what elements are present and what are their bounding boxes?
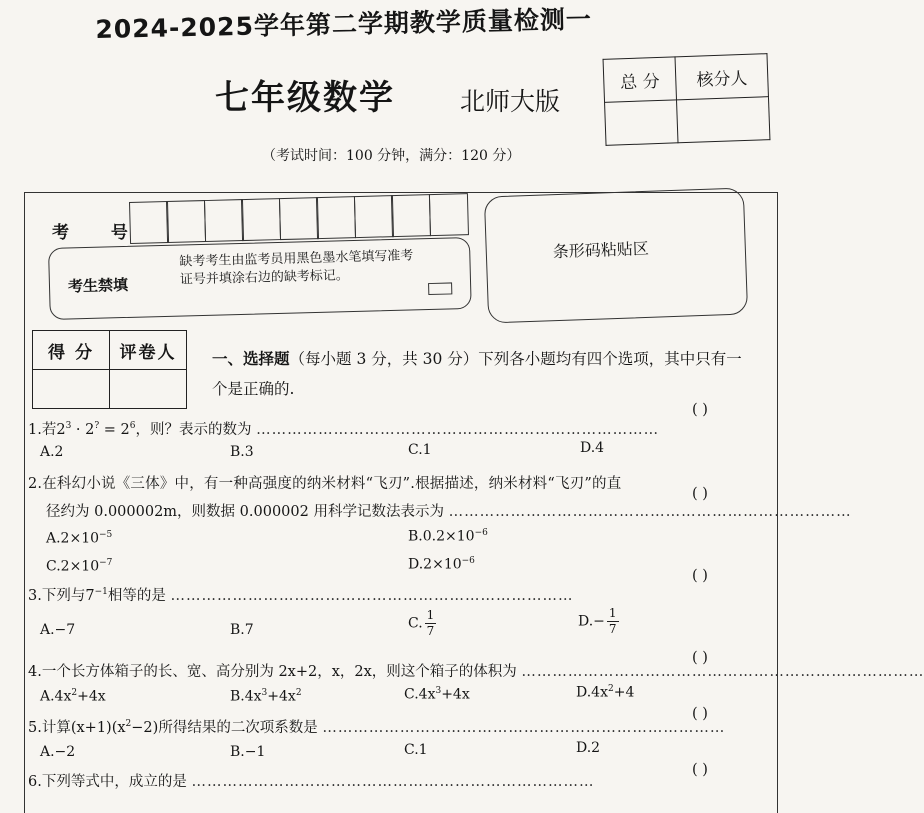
fraction-denominator: 7 (426, 624, 435, 638)
leader-dots: …………………………………………………………………… (322, 720, 726, 736)
checker-cell[interactable] (677, 97, 770, 143)
q4-d-exp: 2 (607, 684, 614, 694)
q2-option-d-exp: −6 (461, 556, 475, 566)
exam-number-box[interactable] (353, 195, 393, 238)
q1-option-d: D.4 (580, 440, 605, 456)
section-description: （每小题 3 分，共 30 分）下列各小题均有四个选项，其中只有一个是正确的. (212, 350, 742, 398)
section-heading (212, 344, 757, 404)
subject-title: 七年级数学 (215, 78, 395, 118)
fraction (425, 608, 437, 639)
q4-b-part: +4x (267, 688, 296, 705)
answer-blank-4[interactable]: ( ) (692, 650, 708, 666)
question-6 (28, 770, 594, 791)
q2-option-b-base: B.0.2×10 (408, 528, 475, 545)
exam-number-box[interactable] (278, 197, 318, 240)
q1-exp3: 6 (129, 421, 136, 432)
score-cell[interactable] (33, 370, 110, 409)
q2-option-b-exp: −6 (474, 528, 488, 538)
q5-option-b: B.−1 (230, 744, 266, 760)
q4-c-part: C.4x (404, 686, 436, 703)
leader-dots: …………………………………………………………………… (521, 664, 924, 680)
forbid-label: 考生禁填 (67, 275, 129, 296)
q4-option-c (404, 686, 470, 703)
question-4 (28, 660, 924, 681)
exam-number-box[interactable] (241, 198, 281, 241)
leader-dots: …………………………………………………………………… (170, 588, 574, 604)
q3-option-d (578, 606, 619, 637)
q3-option-c (408, 608, 436, 639)
q1-exp2: ? (94, 421, 100, 432)
fraction-denominator: 7 (608, 622, 617, 636)
total-score-label: 总 分 (603, 57, 677, 102)
question-2-line2 (46, 500, 852, 521)
q3-exp: −1 (94, 587, 108, 598)
answer-blank-3[interactable]: ( ) (692, 568, 708, 584)
barcode-label: 条形码粘贴区 (552, 238, 650, 262)
leader-dots: …………………………………………………………………… (191, 774, 595, 790)
grader-cell[interactable] (110, 370, 187, 409)
q4-a-part: A.4x (40, 688, 72, 705)
exam-number-box[interactable] (129, 201, 169, 244)
exam-number-box[interactable] (391, 194, 431, 237)
fraction-numerator: 1 (426, 608, 435, 622)
q4-b-exp: 2 (295, 688, 302, 698)
exam-title: 2024-2025学年第二学期教学质量检测一 (95, 4, 593, 44)
question-2: 2.在科幻小说《三体》中，有一种高强度的纳米材料“飞刃”.根据描述，纳米材料“飞刃”的直 (28, 476, 622, 492)
q4-option-a (40, 688, 106, 705)
edition-label: 北师大版 (460, 87, 561, 116)
absent-mark-box[interactable] (428, 282, 452, 295)
q5-exp: 2 (125, 719, 132, 730)
answer-blank-6[interactable]: ( ) (692, 762, 708, 778)
question-3 (28, 584, 573, 605)
q1-option-a: A.2 (40, 444, 64, 460)
exam-number-box[interactable] (203, 199, 243, 242)
q4-c-exp: 3 (435, 686, 442, 696)
q1-exp1: 3 (65, 421, 72, 432)
barcode-area (484, 188, 748, 324)
grader-table (32, 330, 187, 409)
exam-number-box[interactable] (166, 200, 206, 243)
q1-option-c: C.1 (408, 442, 432, 458)
score-table (603, 53, 771, 146)
fraction-numerator: 1 (608, 606, 617, 620)
exam-number-label: 考 号 (52, 223, 146, 243)
q4-d-part: +4 (613, 684, 635, 701)
exam-number-boxes[interactable] (130, 193, 468, 244)
q3-option-d-label: D.− (578, 613, 605, 630)
q5-option-c: C.1 (404, 742, 428, 758)
q3-text: 相等的是 (107, 588, 166, 604)
q4-a-exp: 2 (71, 688, 78, 698)
score-label: 得 分 (33, 331, 110, 370)
q5-option-a: A.−2 (40, 744, 76, 760)
q2-option-d (408, 556, 475, 573)
leader-dots: …………………………………………………………………… (256, 422, 660, 438)
exam-info: （考试时间：100 分钟，满分：120 分） (262, 148, 521, 164)
q3-text: 3.下列与7 (28, 588, 95, 604)
answer-blank-5[interactable]: ( ) (692, 706, 708, 722)
q4-b-part: B.4x (230, 688, 262, 705)
exam-number-box[interactable] (316, 196, 356, 239)
q2-option-a-exp: −5 (99, 530, 113, 540)
candidate-forbidden-area (48, 237, 472, 320)
q3-option-c-label: C. (408, 615, 423, 632)
q2-text: 径约为 0.000002m，则数据 0.000002 用科学记数法表示为 (46, 504, 444, 520)
q4-text: 4.一个长方体箱子的长、宽、高分别为 2x+2，x，2x，则这个箱子的体积为 (28, 664, 517, 680)
section-title: 一、选择题 (212, 350, 290, 368)
q1-text: ，则？表示的数为 (135, 422, 252, 438)
q2-option-a-base: A.2×10 (46, 530, 100, 547)
q4-a-part: +4x (77, 688, 106, 705)
total-score-cell[interactable] (605, 100, 679, 145)
q2-option-d-base: D.2×10 (408, 556, 462, 573)
q2-option-c (46, 558, 112, 575)
q3-option-b: B.7 (230, 622, 254, 638)
q2-option-b (408, 528, 488, 545)
exam-number-box[interactable] (428, 193, 468, 236)
q1-option-b: B.3 (230, 444, 254, 460)
q5-text: −2)所得结果的二次项系数是 (131, 720, 318, 736)
q5-text: 5.计算(x+1)(x (28, 720, 126, 736)
q2-option-a (46, 530, 112, 547)
question-5 (28, 716, 725, 737)
q2-option-c-exp: −7 (99, 558, 113, 568)
fraction (607, 606, 619, 637)
q1-text: · 2 (71, 422, 95, 438)
q6-text: 6.下列等式中，成立的是 (28, 774, 187, 790)
leader-dots: …………………………………………………………………… (448, 504, 852, 520)
q1-text: = 2 (99, 422, 130, 438)
q2-option-c-base: C.2×10 (46, 558, 100, 575)
checker-label: 核分人 (675, 54, 768, 100)
q4-b-exp: 3 (261, 688, 268, 698)
answer-blank-2[interactable]: ( ) (692, 486, 708, 502)
answer-blank-1[interactable]: ( ) (692, 402, 708, 418)
question-1 (28, 418, 659, 439)
q4-option-b (230, 688, 302, 705)
q4-option-d (576, 684, 634, 701)
q4-c-part: +4x (441, 686, 470, 703)
q3-option-a: A.−7 (40, 622, 76, 638)
q4-d-part: D.4x (576, 684, 608, 701)
q5-option-d: D.2 (576, 740, 601, 756)
q1-text: 1.若2 (28, 422, 66, 438)
forbid-instruction: 缺考考生由监考员用黑色墨水笔填写准考证号并填涂右边的缺考标记。 (179, 248, 414, 288)
grader-label: 评卷人 (110, 331, 187, 370)
